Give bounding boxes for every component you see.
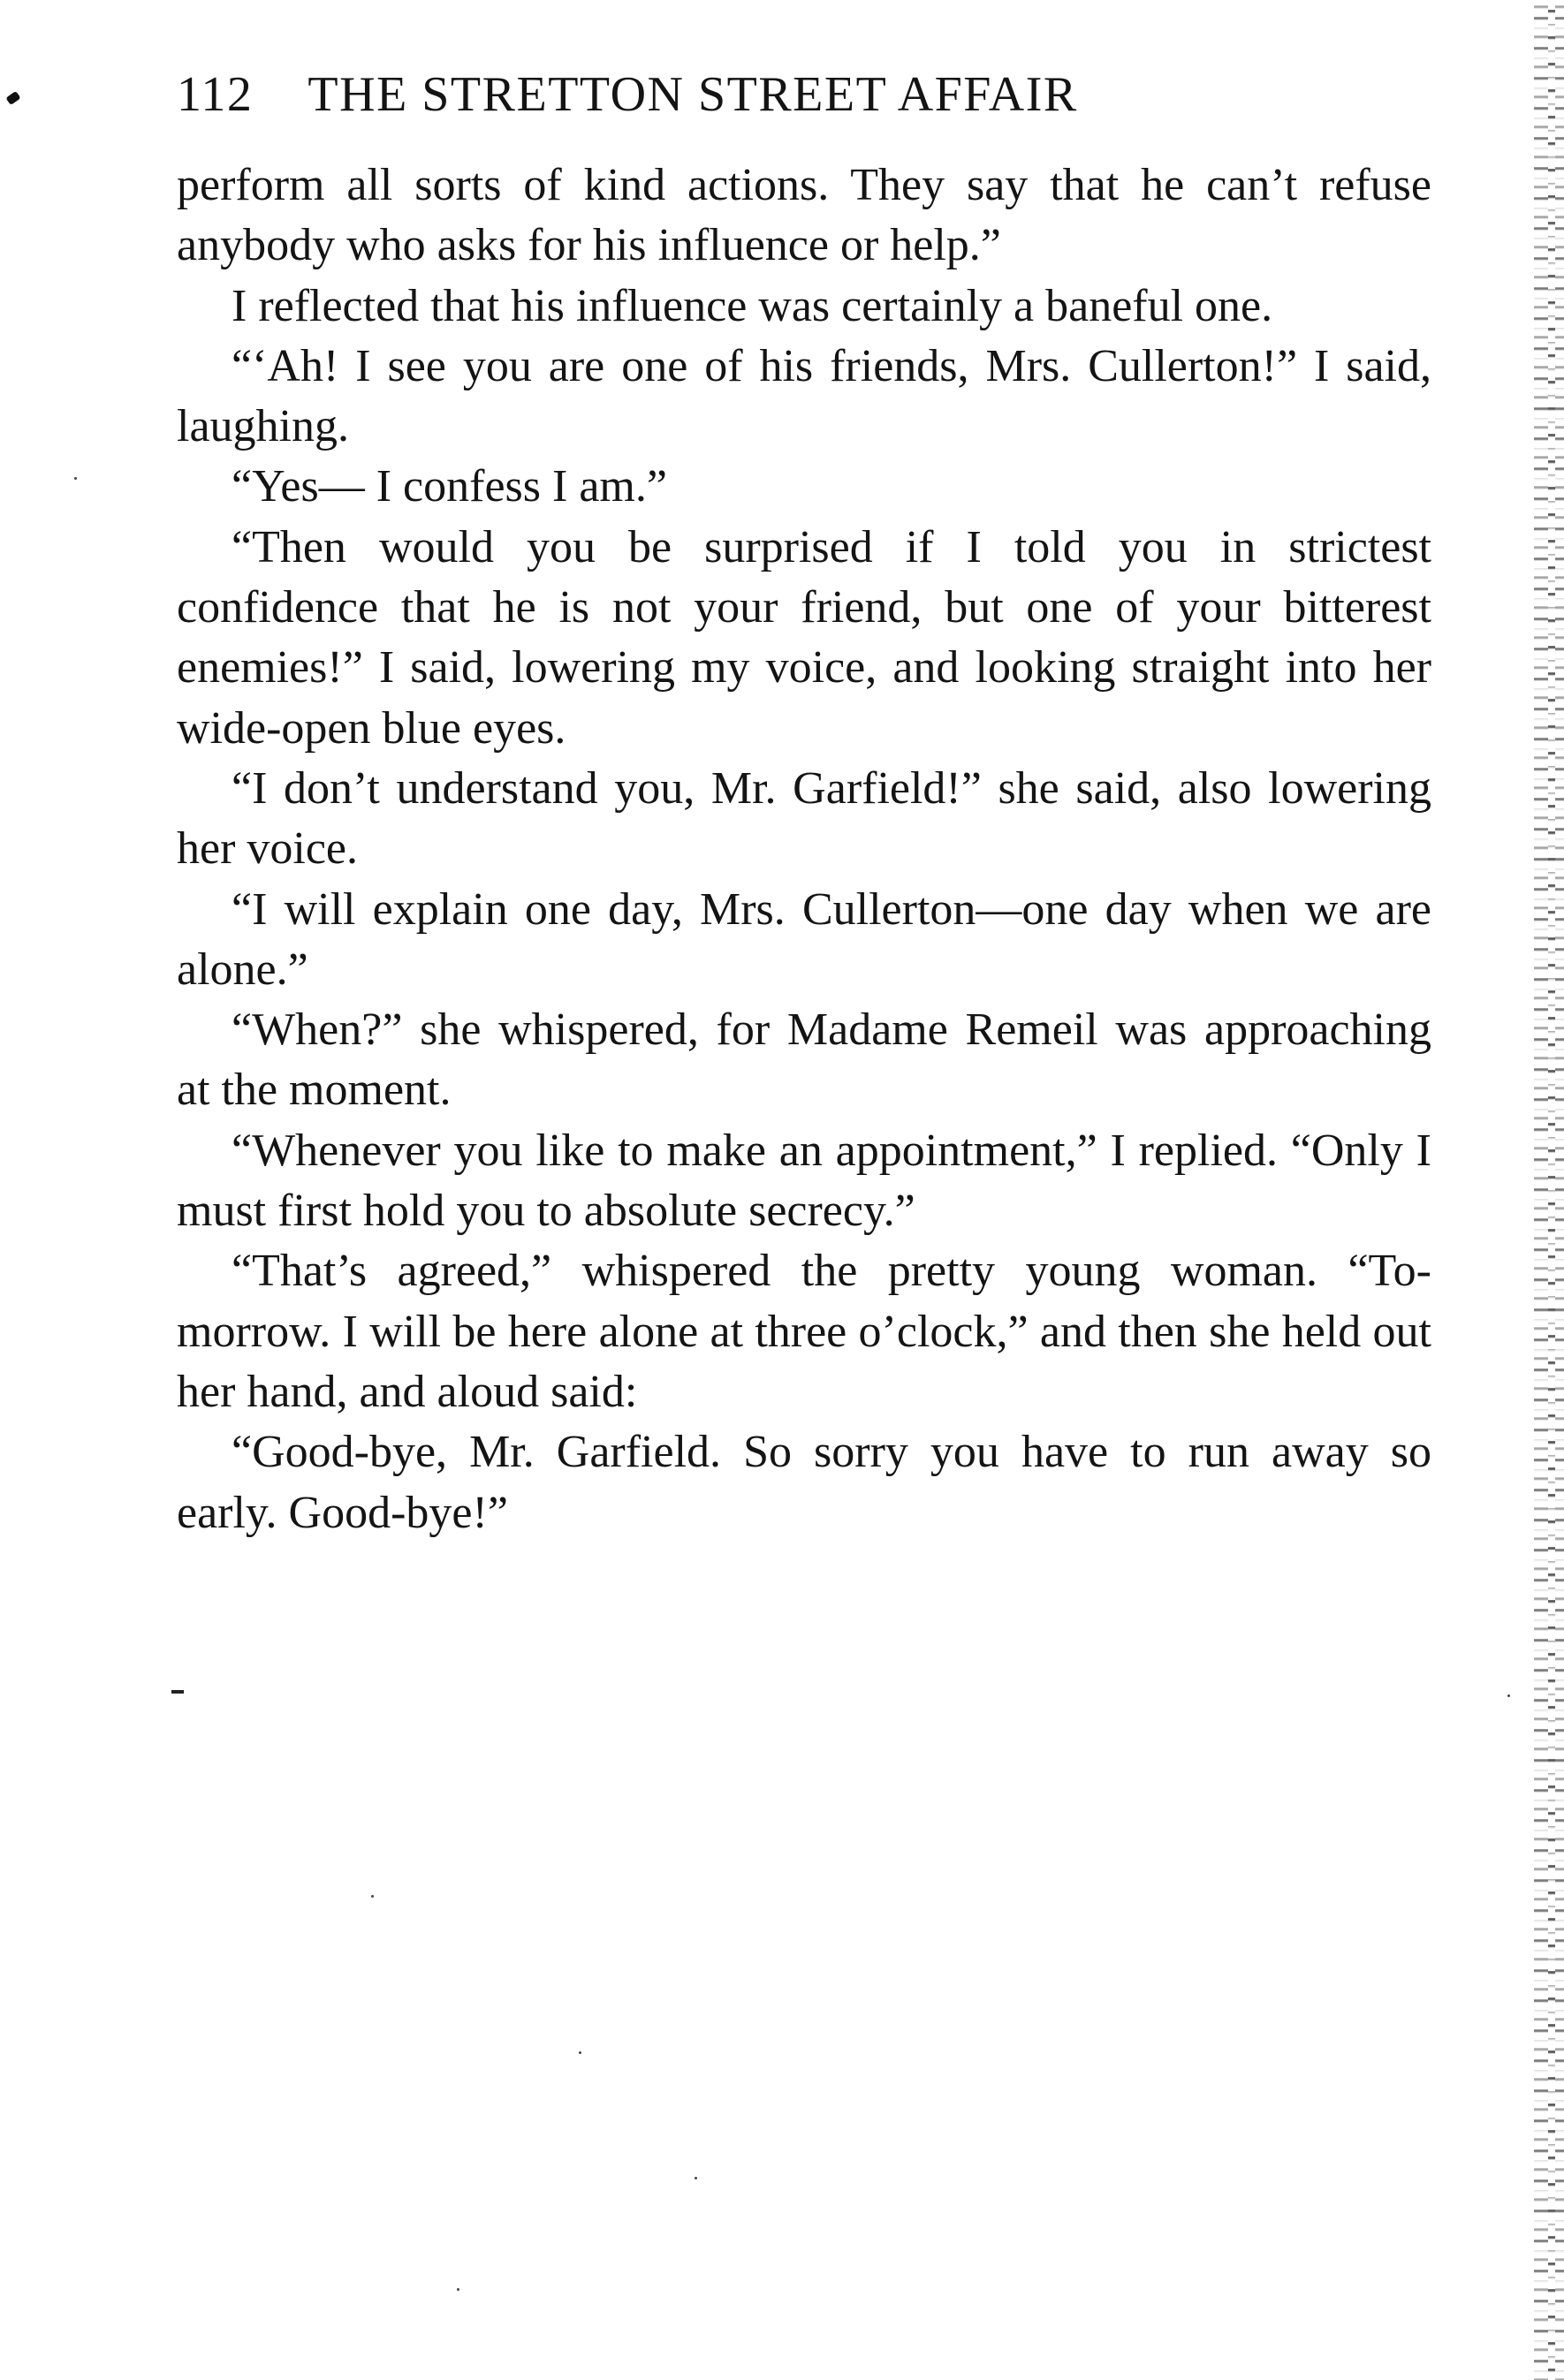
running-head (177, 64, 1431, 125)
paragraph: “That’s agreed,” whispered the pretty young woman. “To-morrow. I will be here alone at three o’clock,” and then she held out her hand, and aloud said: (177, 1246, 1431, 1417)
paper-speck (579, 2051, 581, 2054)
paragraph: “Whenever you like to make an appointment,” I replied. “Only I must first hold you to absolute secrecy.” (177, 1125, 1431, 1237)
paragraph: “Then would you be surprised if I told you in strictest confidence that he is not your friend, but one of your bitterest enemies!” I said, lowering my voice, and looking straight into her wide-open blue eyes. (177, 521, 1431, 754)
paper-speck (695, 2177, 697, 2179)
paragraph: “‘Ah! I see you are one of his friends, Mrs. Cullerton!” I said, laughing. (177, 340, 1431, 452)
paper-speck (74, 477, 77, 480)
body-text (177, 155, 1431, 1543)
margin-ink-mark (5, 91, 20, 105)
chapter-end-mark (171, 1690, 184, 1694)
paragraph: “I will explain one day, Mrs. Cullerton—one day when we are alone.” (177, 883, 1431, 995)
paper-speck (371, 1895, 374, 1898)
paragraph: “Yes— I confess I am.” (232, 461, 667, 512)
paragraph: perform all sorts of kind actions. They say that he can’t refuse anybody who asks for his influence or help.” (177, 160, 1431, 271)
paragraph: “Good-bye, Mr. Garfield. So sorry you have to run away so early. Good-bye!” (177, 1427, 1431, 1538)
page-number: 112 (177, 67, 254, 122)
running-title: THE STRETTON STREET AFFAIR (307, 67, 1078, 122)
page-edge-scan-noise-inner (1548, 0, 1555, 2380)
paper-speck (457, 2288, 459, 2291)
paragraph: “When?” she whispered, for Madame Remeil was approaching at the moment. (177, 1004, 1431, 1116)
page-edge-scan-noise (1534, 0, 1564, 2380)
paragraph: “I don’t understand you, Mr. Garfield!” she said, also lowering her voice. (177, 762, 1431, 875)
paragraph: I reflected that his influence was certainly a baneful one. (232, 280, 1273, 331)
paper-speck (1507, 1694, 1510, 1697)
